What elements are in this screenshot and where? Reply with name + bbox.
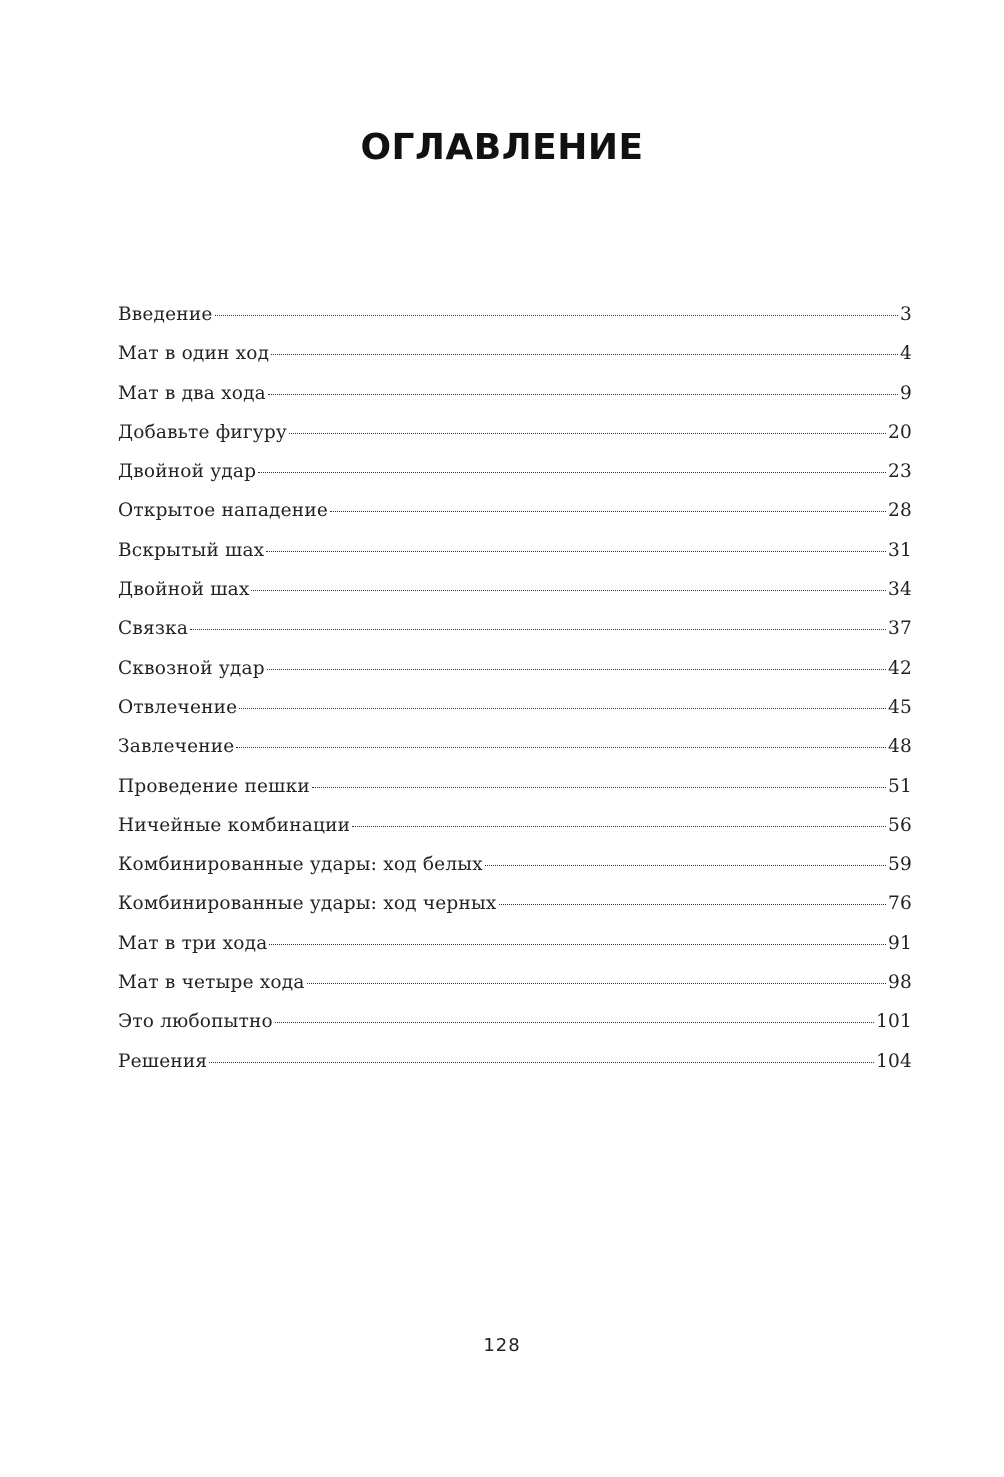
dot-leader — [275, 1022, 874, 1023]
dot-leader — [268, 394, 898, 395]
toc-entry-title: Комбинированные удары: ход черных — [118, 893, 497, 915]
toc-entry-page: 101 — [876, 1011, 912, 1033]
toc-entry-title: Комбинированные удары: ход белых — [118, 854, 483, 876]
toc-entry[interactable] — [118, 304, 912, 343]
toc-entry-page: 56 — [888, 814, 912, 836]
toc-entry[interactable] — [118, 697, 912, 736]
toc-entry-page: 23 — [888, 461, 912, 483]
dot-leader — [269, 944, 886, 945]
dot-leader — [190, 629, 886, 630]
toc-entry[interactable] — [118, 618, 912, 657]
toc-entry-page: 31 — [888, 539, 912, 561]
toc-entry[interactable] — [118, 343, 912, 382]
page-title: ОГЛАВЛЕНИЕ — [360, 127, 644, 168]
toc-entry-title: Отвлечение — [118, 696, 238, 718]
toc-entry-page: 37 — [888, 618, 912, 640]
dot-leader — [266, 551, 886, 552]
toc-entry-page: 4 — [900, 343, 912, 365]
toc-entry-page: 48 — [888, 736, 912, 758]
toc-entry[interactable] — [118, 461, 912, 500]
dot-leader — [258, 472, 886, 473]
toc-entry-page: 59 — [888, 854, 912, 876]
toc-entry-title: Двойной удар — [118, 461, 257, 483]
toc-entry-title: Мат в два хода — [118, 382, 266, 404]
toc-entry-title: Вскрытый шах — [118, 539, 265, 561]
toc-entry-page: 91 — [888, 932, 912, 954]
toc-entry[interactable] — [118, 972, 912, 1011]
toc-entry-page: 76 — [888, 893, 912, 915]
toc-entry[interactable] — [118, 776, 912, 815]
toc-entry[interactable] — [118, 893, 912, 932]
dot-leader — [209, 1062, 874, 1063]
toc-entry-page: 51 — [888, 775, 912, 797]
toc-entry-page: 45 — [888, 696, 912, 718]
toc-entry[interactable] — [118, 540, 912, 579]
dot-leader — [236, 747, 886, 748]
toc-entry-title: Сквозной удар — [118, 657, 265, 679]
dot-leader — [499, 904, 886, 905]
toc-entry-title: Это любопытно — [118, 1011, 273, 1033]
dot-leader — [312, 787, 886, 788]
toc-entry[interactable] — [118, 1011, 912, 1050]
toc-entry-page: 42 — [888, 657, 912, 679]
toc-entry-title: Проведение пешки — [118, 775, 310, 797]
toc-entry-title: Добавьте фигуру — [118, 421, 288, 443]
toc-entry[interactable] — [118, 736, 912, 775]
toc-entry-title: Мат в три хода — [118, 932, 268, 954]
dot-leader — [215, 315, 899, 316]
dot-leader — [485, 865, 886, 866]
dot-leader — [289, 433, 886, 434]
toc-entry-page: 34 — [888, 579, 912, 601]
dot-leader — [267, 669, 886, 670]
toc-entry-title: Связка — [118, 618, 189, 640]
toc-entry-title: Завлечение — [118, 736, 235, 758]
table-of-contents — [118, 304, 912, 1090]
toc-entry-title: Открытое нападение — [118, 500, 328, 522]
toc-entry[interactable] — [118, 815, 912, 854]
dot-leader — [239, 708, 886, 709]
toc-entry-page: 3 — [900, 304, 912, 325]
toc-entry-page: 28 — [888, 500, 912, 522]
toc-entry-title: Мат в четыре хода — [118, 972, 305, 994]
toc-entry[interactable] — [118, 933, 912, 972]
dot-leader — [307, 983, 886, 984]
page-number: 128 — [483, 1335, 521, 1356]
toc-entry-title: Ничейные комбинации — [118, 814, 351, 836]
dot-leader — [352, 826, 886, 827]
toc-entry[interactable] — [118, 422, 912, 461]
toc-entry-title: Введение — [118, 304, 213, 325]
toc-entry[interactable] — [118, 1051, 912, 1090]
toc-entry-page: 104 — [876, 1050, 912, 1072]
toc-entry[interactable] — [118, 658, 912, 697]
toc-entry[interactable] — [118, 383, 912, 422]
toc-entry-title: Двойной шах — [118, 579, 250, 601]
toc-entry[interactable] — [118, 579, 912, 618]
dot-leader — [251, 590, 886, 591]
toc-entry-page: 98 — [888, 972, 912, 994]
dot-leader — [330, 511, 886, 512]
toc-entry-title: Мат в один ход — [118, 343, 270, 365]
toc-entry-page: 20 — [888, 421, 912, 443]
toc-entry[interactable] — [118, 500, 912, 539]
toc-entry-title: Решения — [118, 1050, 208, 1072]
toc-entry[interactable] — [118, 854, 912, 893]
dot-leader — [271, 354, 898, 355]
toc-entry-page: 9 — [900, 382, 912, 404]
